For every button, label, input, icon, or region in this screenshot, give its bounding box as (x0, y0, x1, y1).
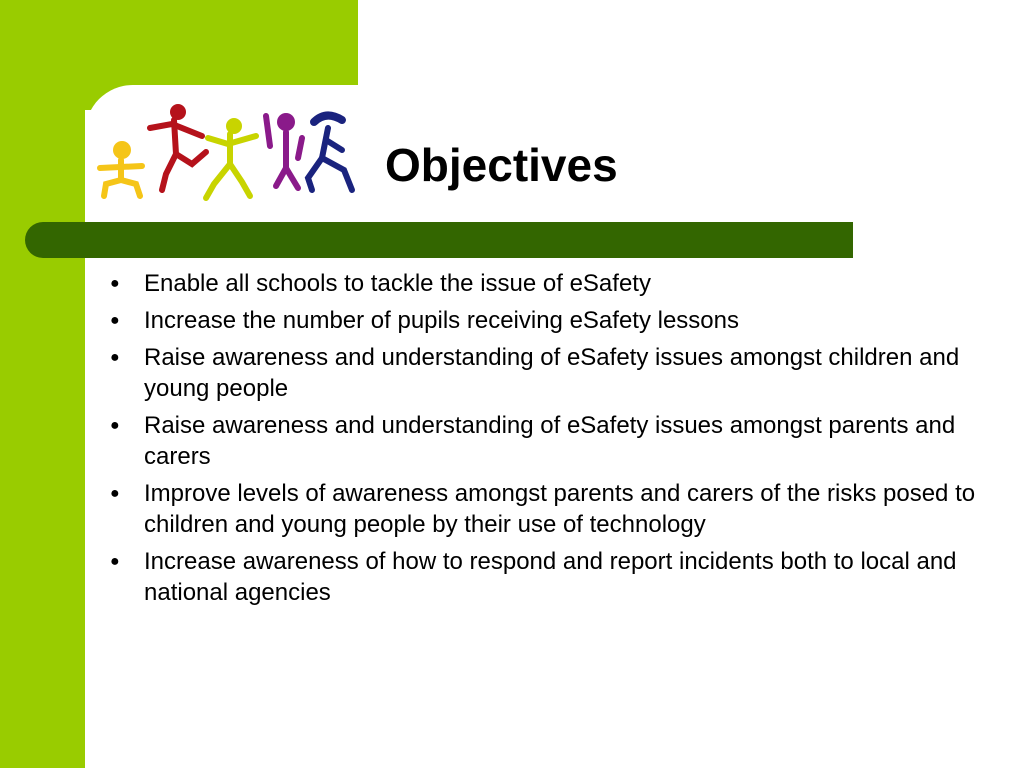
list-item (102, 546, 982, 608)
list-item (102, 478, 982, 540)
list-item (102, 268, 982, 299)
list-item-text: Raise awareness and understanding of eSafety issues amongst children and young people (144, 344, 960, 402)
list-item-text: Enable all schools to tackle the issue of eSafety (144, 270, 651, 297)
yellow-figure-icon (100, 141, 142, 196)
bullet-dot-icon: ● (110, 312, 120, 329)
slide-title: Objectives (385, 139, 618, 191)
list-item-text: Improve levels of awareness amongst parents and carers of the risks posed to children and young people by their use of technology (144, 480, 976, 538)
navy-figure-icon (308, 115, 352, 190)
list-item-text: Increase the number of pupils receiving eSafety lessons (144, 307, 739, 334)
green-sidebar-decoration (0, 0, 85, 768)
list-item (102, 305, 982, 336)
title-divider-bar (25, 222, 853, 258)
lime-figure-icon (206, 118, 256, 198)
bullet-dot-icon: ● (110, 417, 120, 434)
bullet-dot-icon: ● (110, 553, 120, 570)
bullet-dot-icon: ● (110, 485, 120, 502)
bullet-dot-icon: ● (110, 275, 120, 292)
list-item-text: Increase awareness of how to respond and report incidents both to local and national agencies (144, 548, 957, 606)
purple-figure-icon (266, 113, 302, 188)
bullet-dot-icon: ● (110, 349, 120, 366)
list-item-text: Raise awareness and understanding of eSafety issues amongst parents and carers (144, 412, 956, 470)
objectives-list (102, 268, 982, 614)
red-figure-icon (150, 104, 206, 190)
stick-figures-logo-icon (90, 98, 365, 206)
list-item (102, 410, 982, 472)
list-item (102, 342, 982, 404)
